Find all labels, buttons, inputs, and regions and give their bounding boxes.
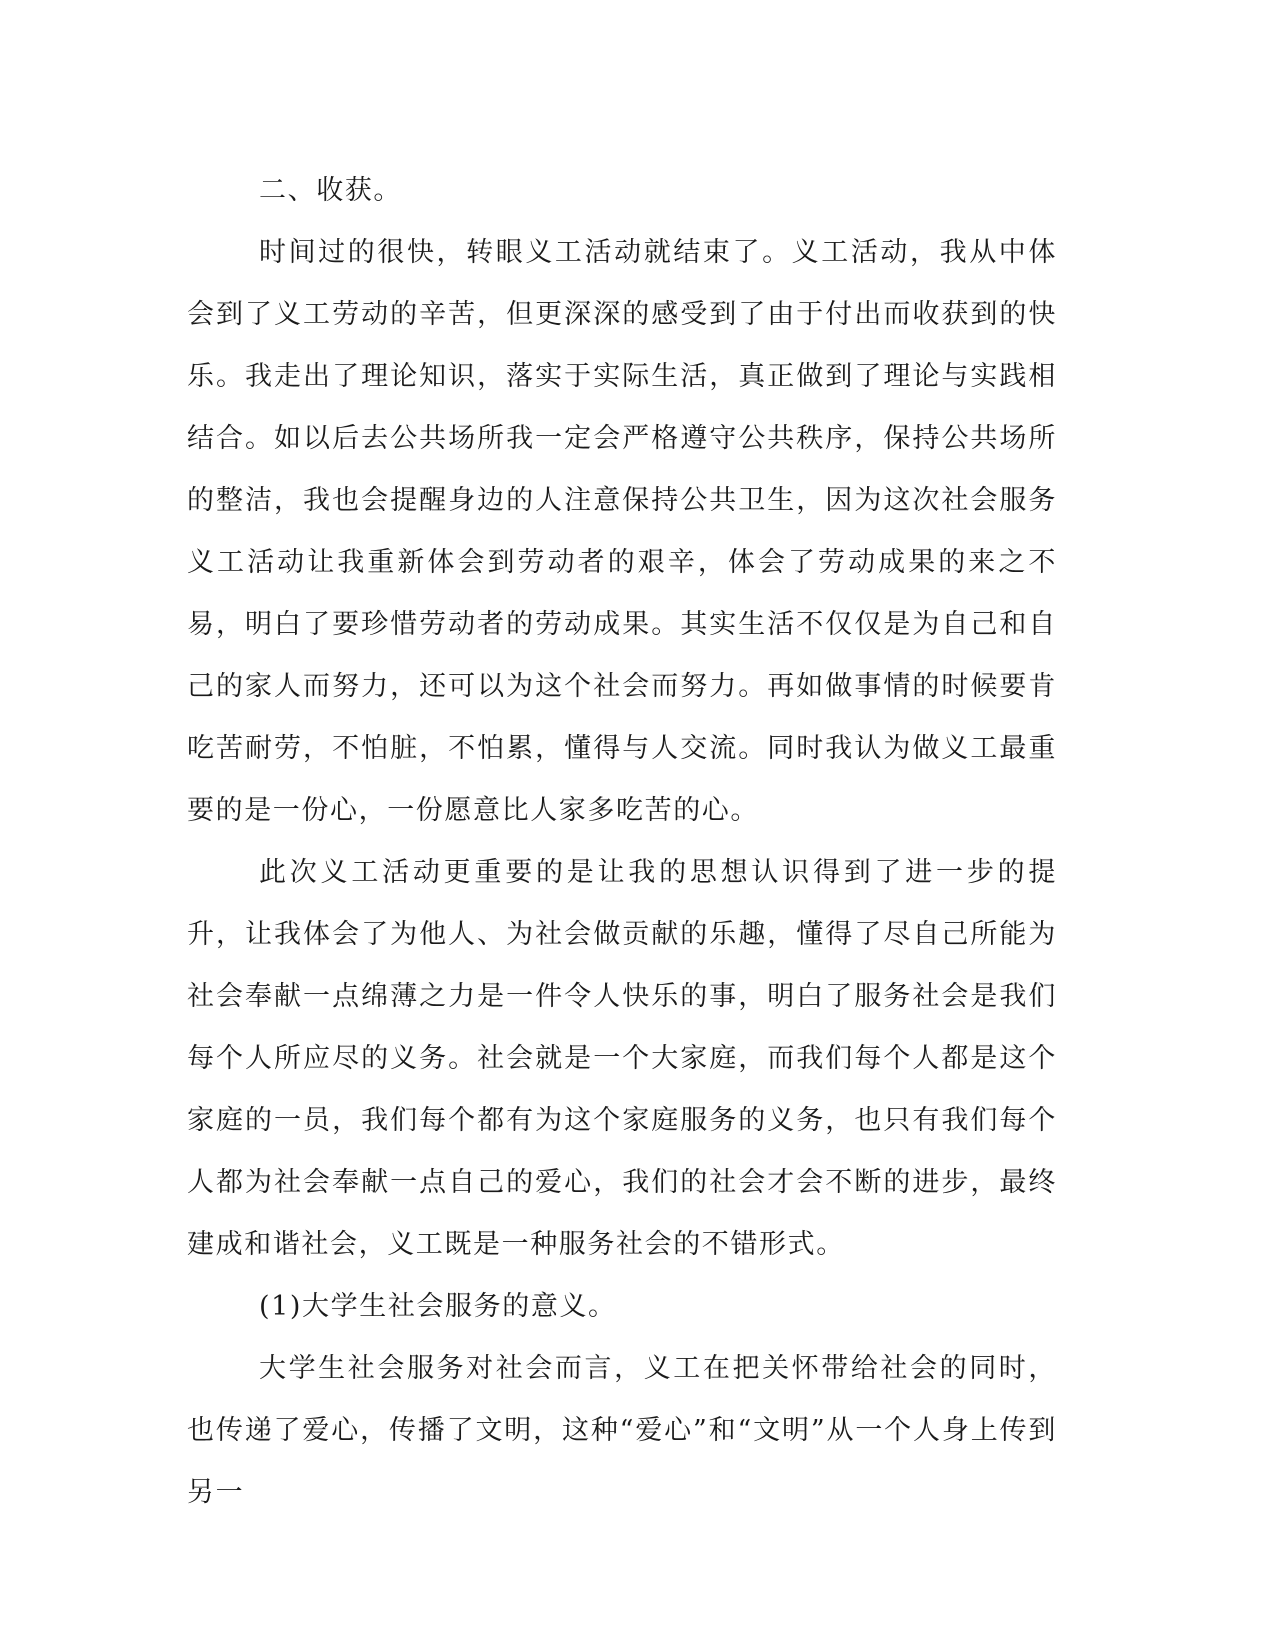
section-heading-gains: 二、收获。 (259, 175, 402, 206)
paragraph-ideological-improvement: 此次义工活动更重要的是让我的思想认识得到了进一步的提升，让我体会了为他人、为社会做贡献的乐趣，懂得了尽自己所能为社会奉献一点绵薄之力是一件令人快乐的事，明白了服务社会是我们每个人所应尽的义务。社会就是一个大家庭，而我们每个人都是这个家庭的一员，我们每个都有为这个家庭服务的义务，也只有我们每个人都为社会奉献一点自己的爱心，我们的社会才会不断的进步，最终建成和谐社会，义工既是一种服务社会的不错形式。 (187, 857, 1057, 1260)
subheading-significance: (1)大学生社会服务的意义。 (259, 1291, 617, 1322)
paragraph-volunteer-experience: 时间过的很快，转眼义工活动就结束了。义工活动，我从中体会到了义工劳动的辛苦，但更深深的感受到了由于付出而收获到的快乐。我走出了理论知识，落实于实际生活，真正做到了理论与实践相结合。如以后去公共场所我一定会严格遵守公共秩序，保持公共场所的整洁，我也会提醒身边的人注意保持公共卫生，因为这次社会服务义工活动让我重新体会到劳动者的艰辛，体会了劳动成果的来之不易，明白了要珍惜劳动者的劳动成果。其实生活不仅仅是为自己和自己的家人而努力，还可以为这个社会而努力。再如做事情的时候要肯吃苦耐劳，不怕脏，不怕累，懂得与人交流。同时我认为做义工最重要的是一份心，一份愿意比人家多吃苦的心。 (187, 237, 1057, 826)
paragraph-social-service: 大学生社会服务对社会而言，义工在把关怀带给社会的同时，也传递了爱心，传播了文明，这种“爱心”和“文明”从一个人身上传到另一 (187, 1353, 1057, 1508)
document-body (187, 160, 1057, 1524)
